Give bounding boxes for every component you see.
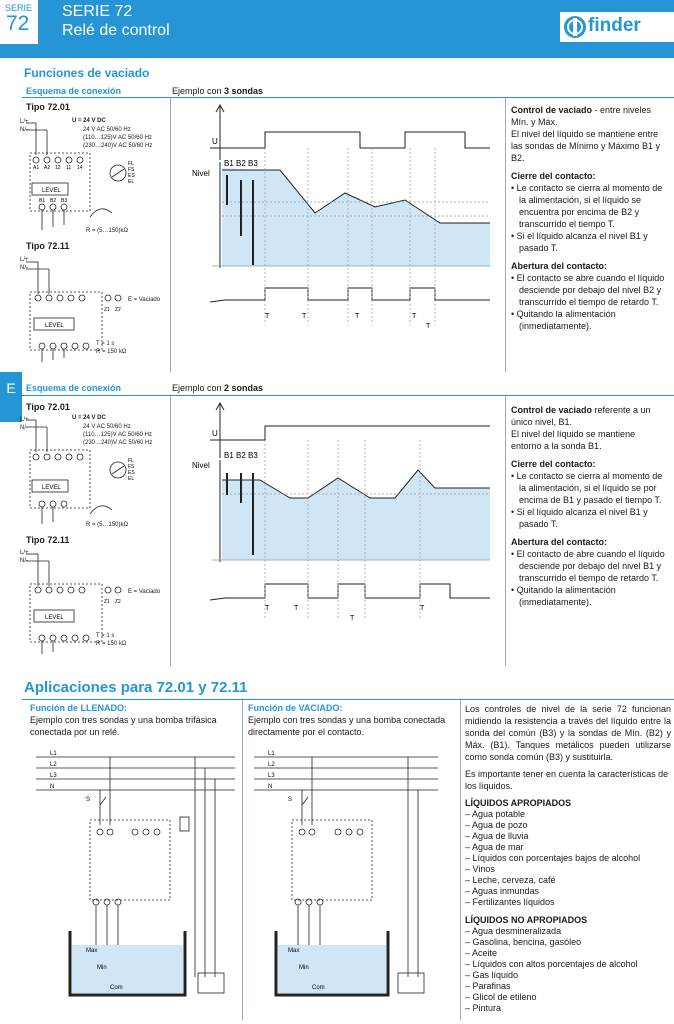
divider bbox=[22, 97, 674, 98]
divider bbox=[505, 98, 506, 372]
divider bbox=[170, 98, 171, 372]
list-item: – Agua desmineralizada bbox=[465, 926, 562, 936]
terminal-label: B3 bbox=[61, 198, 68, 204]
list-item: – Líquidos con altos porcentajes de alcohol bbox=[465, 959, 638, 969]
terminal-label: 12 bbox=[55, 165, 61, 171]
terminal-label: B1 bbox=[39, 198, 46, 204]
page-header bbox=[0, 0, 674, 58]
line-label: N bbox=[50, 784, 55, 790]
supply-line: 24 V AC 50/60 Hz bbox=[83, 424, 131, 430]
chart-nivel-label: Nivel bbox=[192, 461, 210, 470]
supply-u: U = 24 V DC bbox=[72, 415, 106, 421]
vaciado-diagram bbox=[248, 745, 458, 1005]
list-item: – Fertilizantes líquidos bbox=[465, 897, 555, 907]
line-label: L1 bbox=[268, 751, 275, 757]
no-apropiados-list bbox=[465, 926, 671, 1014]
note-text: Es importante tener en cuenta la características de los líquidos. bbox=[465, 769, 669, 791]
serie-label: SERIE bbox=[5, 3, 33, 13]
r-label: R = 150 kΩ bbox=[96, 641, 127, 647]
line-label: N bbox=[268, 784, 273, 790]
logo-text: finder bbox=[588, 15, 641, 36]
wiring-diagram-72-01 bbox=[20, 115, 170, 240]
wiring-diagram-72-01-b bbox=[20, 412, 170, 530]
vaciado-app-label: Función de VACIADO: bbox=[248, 703, 343, 713]
vaciado-app-text: Ejemplo con tres sondas y una bomba conectada directamente por el contacto. bbox=[248, 715, 446, 737]
list-item: – Aceite bbox=[465, 948, 498, 958]
nminus-label: N/- bbox=[20, 425, 28, 431]
example-label-1: Ejemplo con 3 sondas bbox=[172, 86, 264, 96]
wiring-diagram-72-11 bbox=[20, 254, 170, 364]
level-label: LEVEL bbox=[45, 323, 64, 329]
r-range-label: R = (5…150)kΩ bbox=[86, 522, 128, 528]
divider bbox=[170, 396, 171, 666]
probe-label: Max bbox=[288, 948, 300, 954]
timing-chart-2-sondas bbox=[190, 398, 500, 630]
line-label: L3 bbox=[50, 773, 57, 779]
logo-mark-icon bbox=[563, 15, 587, 39]
description-3-sondas: Control de vaciado - entre niveles Mín. y Máx. El nivel del líquido se mantiene entre las sondas de Mínimo y Máximo B1 y B2. Cierre del contacto: • Le contacto se cierra al momento de la alimentación, si el líquido se encuentra por encima de B2 y transcurrido el tiempo T. • Si el líquido alcanza el nivel B1 y pasado T. Abertura del contacto: • El contacto se abre cuando el líquido desciende por debajo del nivel B2 y transcurrido el tiempo de retardo T. • Quitando la alimentación (inmediatamente). bbox=[511, 105, 665, 331]
tipo-72-11-label: Tipo 72.11 bbox=[26, 535, 70, 545]
z-label: Z2 bbox=[115, 307, 121, 313]
t-label: T = 1 s bbox=[96, 341, 115, 347]
list-item: – Vinos bbox=[465, 864, 495, 874]
z-label: Z1 bbox=[104, 599, 110, 605]
switch-label: S bbox=[86, 797, 91, 803]
chart-t-label: T bbox=[412, 313, 417, 320]
list-item: – Gasolina, bencina, gasóleo bbox=[465, 937, 582, 947]
list-item: – Agua de mar bbox=[465, 842, 524, 852]
list-item: – Agua potable bbox=[465, 809, 526, 819]
probe-label: Max bbox=[86, 948, 98, 954]
mode-label: FS bbox=[128, 167, 135, 173]
chart-t-label: T bbox=[302, 313, 307, 320]
llenado-label: Función de LLENADO: bbox=[30, 703, 127, 713]
title-line1: SERIE 72 bbox=[62, 3, 133, 20]
divider bbox=[22, 395, 674, 396]
e-vaciado-label: E = Vaciado bbox=[128, 297, 161, 303]
side-tab: E bbox=[0, 372, 22, 422]
line-label: L1 bbox=[50, 751, 57, 757]
level-label: LEVEL bbox=[45, 615, 64, 621]
section-title-vaciado: Funciones de vaciado bbox=[24, 66, 150, 80]
chart-t-label: T bbox=[350, 615, 355, 622]
serie-number: 72 bbox=[6, 12, 30, 35]
supply-line: (110…125)V AC 50/60 Hz bbox=[83, 135, 152, 141]
nminus-label: N/- bbox=[20, 127, 28, 133]
t-label: T = 1 s bbox=[96, 633, 115, 639]
chart-u-label: U bbox=[212, 429, 218, 438]
lplus-label: L/+ bbox=[20, 119, 29, 125]
finder-logo bbox=[560, 12, 674, 42]
divider bbox=[242, 700, 243, 1020]
divider bbox=[460, 700, 461, 1020]
list-item: – Agua de lluvia bbox=[465, 831, 529, 841]
supply-line: (230…240)V AC 50/60 Hz bbox=[83, 440, 153, 446]
chart-t-label: T bbox=[265, 605, 270, 612]
mode-label: FS bbox=[128, 464, 135, 470]
chart-b-label: B1 B2 B3 bbox=[224, 451, 258, 460]
page-title bbox=[62, 2, 170, 40]
esquema-label-2: Esquema de conexión bbox=[26, 383, 122, 393]
chart-t-label: T bbox=[265, 313, 270, 320]
lplus-label: L/+ bbox=[20, 257, 29, 263]
line-label: L3 bbox=[268, 773, 275, 779]
list-item: – Parafinas bbox=[465, 981, 511, 991]
e-vaciado-label: E = Vaciado bbox=[128, 589, 161, 595]
mode-label: ES bbox=[128, 173, 135, 179]
section-title-aplicaciones: Aplicaciones para 72.01 y 72.11 bbox=[24, 679, 248, 696]
terminal-label: 14 bbox=[77, 165, 83, 171]
list-item: – Agua de pozo bbox=[465, 820, 528, 830]
list-item: – Aguas inmundas bbox=[465, 886, 540, 896]
mode-label: FL bbox=[128, 458, 134, 464]
terminal-label: A1 bbox=[33, 165, 40, 171]
no-apropiados-title: LÍQUIDOS NO APROPIADOS bbox=[465, 915, 588, 925]
list-item: – Leche, cerveza, café bbox=[465, 875, 556, 885]
lplus-label: L/+ bbox=[20, 550, 29, 556]
switch-label: S bbox=[288, 797, 293, 803]
z-label: Z1 bbox=[104, 307, 110, 313]
probe-label: Min bbox=[97, 965, 107, 971]
list-item: – Pintura bbox=[465, 1003, 502, 1013]
chart-u-label: U bbox=[212, 137, 218, 146]
serie-badge bbox=[0, 0, 38, 44]
tipo-72-01-label: Tipo 72.01 bbox=[26, 102, 70, 112]
level-label: LEVEL bbox=[42, 188, 61, 194]
esquema-label-1: Esquema de conexión bbox=[26, 86, 122, 96]
z-label: Z2 bbox=[115, 599, 121, 605]
probe-label: Com bbox=[110, 985, 123, 991]
mode-label: EL bbox=[128, 476, 135, 482]
example-label-2: Ejemplo con 2 sondas bbox=[172, 383, 264, 393]
title-line2: Relé de control bbox=[62, 22, 170, 39]
mode-label: EL bbox=[128, 179, 135, 185]
r-range-label: R = (5…150)kΩ bbox=[86, 228, 128, 234]
terminal-label: 11 bbox=[66, 165, 72, 171]
description-2-sondas: Control de vaciado referente a un único nivel, B1. El nivel del líquido se mantiene entorno a la sonda B1. Cierre del contacto: • Le contacto se cierra al momento de la alimentación, si el líquido se por encima de B1 y pasado el tiempo T. • Si el líquido alcanza el nivel B1 y pasado T. Abertura del contacto: • El contacto de abre cuando el líquido desciende por debajo del nivel B1 y transcurrido el tiempo de retardo T. • Quitando la alimentación (inmediatamente). bbox=[511, 405, 665, 607]
list-item: – Gas líquido bbox=[465, 970, 519, 980]
chart-t-label: T bbox=[294, 605, 299, 612]
llenado-text: Ejemplo con tres sondas y una bomba trifásica conectada por un relé. bbox=[30, 715, 217, 737]
probe-label: Com bbox=[312, 985, 325, 991]
llenado-diagram bbox=[30, 745, 240, 1005]
terminal-label: B2 bbox=[50, 198, 57, 204]
chart-b-label: B1 B2 B3 bbox=[224, 159, 258, 168]
chart-t-label: T bbox=[355, 313, 360, 320]
terminal-label: A2 bbox=[44, 165, 51, 171]
r-label: R = 150 kΩ bbox=[96, 349, 127, 355]
chart-nivel-label: Nivel bbox=[192, 169, 210, 178]
apropiados-list bbox=[465, 809, 671, 908]
divider bbox=[22, 699, 674, 700]
wiring-diagram-72-11-b bbox=[20, 546, 170, 656]
intro-text: Los controles de nivel de la serie 72 funcionan midiendo la resistencia a través del líquido entre la sonda del común (B3) y la sondas de Mín. (B2) y Máx. (B1). Tanques metálicos pueden utilizarse como sonda común (B3) y sustituirla. bbox=[465, 704, 671, 762]
apropiados-title: LÍQUIDOS APROPIADOS bbox=[465, 798, 572, 808]
supply-line: 24 V AC 50/60 Hz bbox=[83, 127, 131, 133]
lplus-label: L/+ bbox=[20, 417, 29, 423]
mode-label: FL bbox=[128, 161, 134, 167]
supply-line: (110…125)V AC 50/60 Hz bbox=[83, 432, 152, 438]
tipo-72-11-label: Tipo 72.11 bbox=[26, 241, 70, 251]
list-item: – Glicol de etileno bbox=[465, 992, 537, 1002]
chart-t-label: T bbox=[426, 323, 431, 330]
probe-label: Min bbox=[299, 965, 309, 971]
level-label: LEVEL bbox=[42, 485, 61, 491]
line-label: L2 bbox=[50, 762, 57, 768]
timing-chart-3-sondas bbox=[190, 100, 500, 335]
chart-t-label: T bbox=[420, 605, 425, 612]
tipo-72-01-label: Tipo 72.01 bbox=[26, 402, 70, 412]
supply-line: (230…240)V AC 50/60 Hz bbox=[83, 143, 153, 149]
nminus-label: N/- bbox=[20, 265, 28, 271]
list-item: – Líquidos con porcentajes bajos de alcohol bbox=[465, 853, 641, 863]
line-label: L2 bbox=[268, 762, 275, 768]
mode-label: ES bbox=[128, 470, 135, 476]
supply-u: U = 24 V DC bbox=[72, 118, 106, 124]
divider bbox=[505, 396, 506, 666]
nminus-label: N/- bbox=[20, 558, 28, 564]
